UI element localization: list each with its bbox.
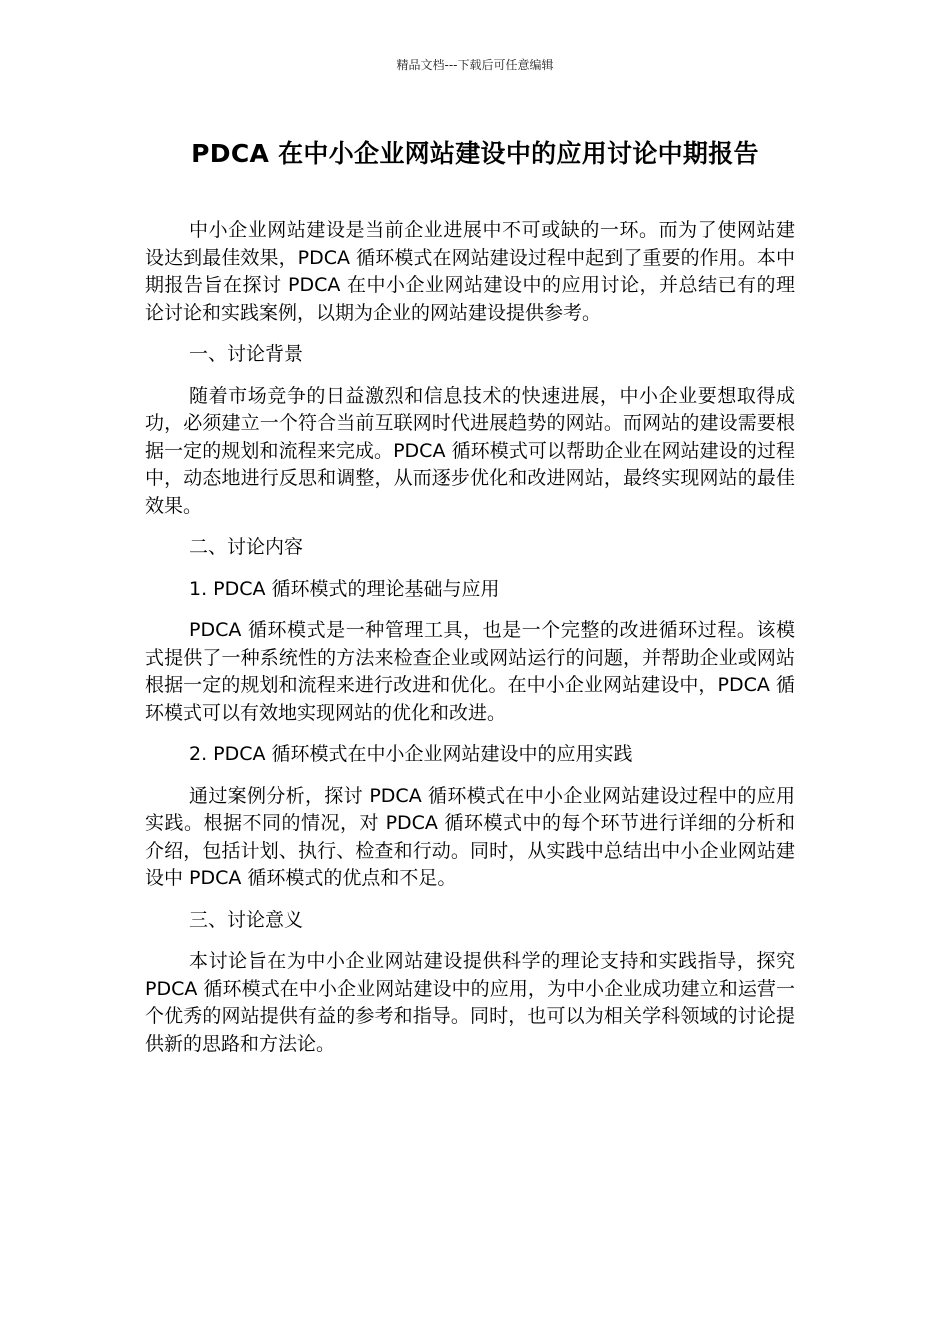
theory-paragraph: PDCA 循环模式是一种管理工具，也是一个完整的改进循环过程。该模式提供了一种系统性的方法来检查企业或网站运行的问题，并帮助企业或网站根据一定的规划和流程来进行改进和优化。在中小企业网站建设中，PDCA 循环模式可以有效地实现网站的优化和改进。 bbox=[145, 619, 795, 724]
subsection-heading-practice: 2. PDCA 循环模式在中小企业网站建设中的应用实践 bbox=[189, 743, 633, 765]
section-heading-background: 一、讨论背景 bbox=[189, 343, 304, 365]
page-header: 精品文档---下载后可任意编辑 bbox=[396, 58, 554, 72]
background-paragraph: 随着市场竞争的日益激烈和信息技术的快速进展，中小企业要想取得成功，必须建立一个符合当前互联网时代进展趋势的网站。而网站的建设需要根据一定的规划和流程来完成。PDCA 循环模式可以帮助企业在网站建设的过程中，动态地进行反思和调整，从而逐步优化和改进网站，最终实现网站的最佳效果。 bbox=[145, 384, 795, 517]
significance-paragraph: 本讨论旨在为中小企业网站建设提供科学的理论支持和实践指导，探究 PDCA 循环模式在中小企业网站建设中的应用，为中小企业成功建立和运营一个优秀的网站提供有益的参考和指导。同时，也可以为相关学科领域的讨论提供新的思路和方法论。 bbox=[145, 950, 795, 1055]
subsection-heading-theory: 1. PDCA 循环模式的理论基础与应用 bbox=[189, 577, 500, 600]
document-title: PDCA 在中小企业网站建设中的应用讨论中期报告 bbox=[191, 139, 759, 168]
practice-paragraph: 通过案例分析，探讨 PDCA 循环模式在中小企业网站建设过程中的应用实践。根据不同的情况，对 PDCA 循环模式中的每个环节进行详细的分析和介绍，包括计划、执行、检查和行动。同时，从实践中总结出中小企业网站建设中 PDCA 循环模式的优点和不足。 bbox=[145, 784, 795, 889]
document-body bbox=[145, 217, 795, 1072]
section-heading-content: 二、讨论内容 bbox=[189, 536, 304, 558]
section-heading-significance: 三、讨论意义 bbox=[189, 908, 304, 931]
intro-paragraph: 中小企业网站建设是当前企业进展中不可或缺的一环。而为了使网站建设达到最佳效果，PDCA 循环模式在网站建设过程中起到了重要的作用。本中期报告旨在探讨 PDCA 在中小企业网站建设中的应用讨论，并总结已有的理论讨论和实践案例，以期为企业的网站建设提供参考。 bbox=[145, 219, 795, 324]
